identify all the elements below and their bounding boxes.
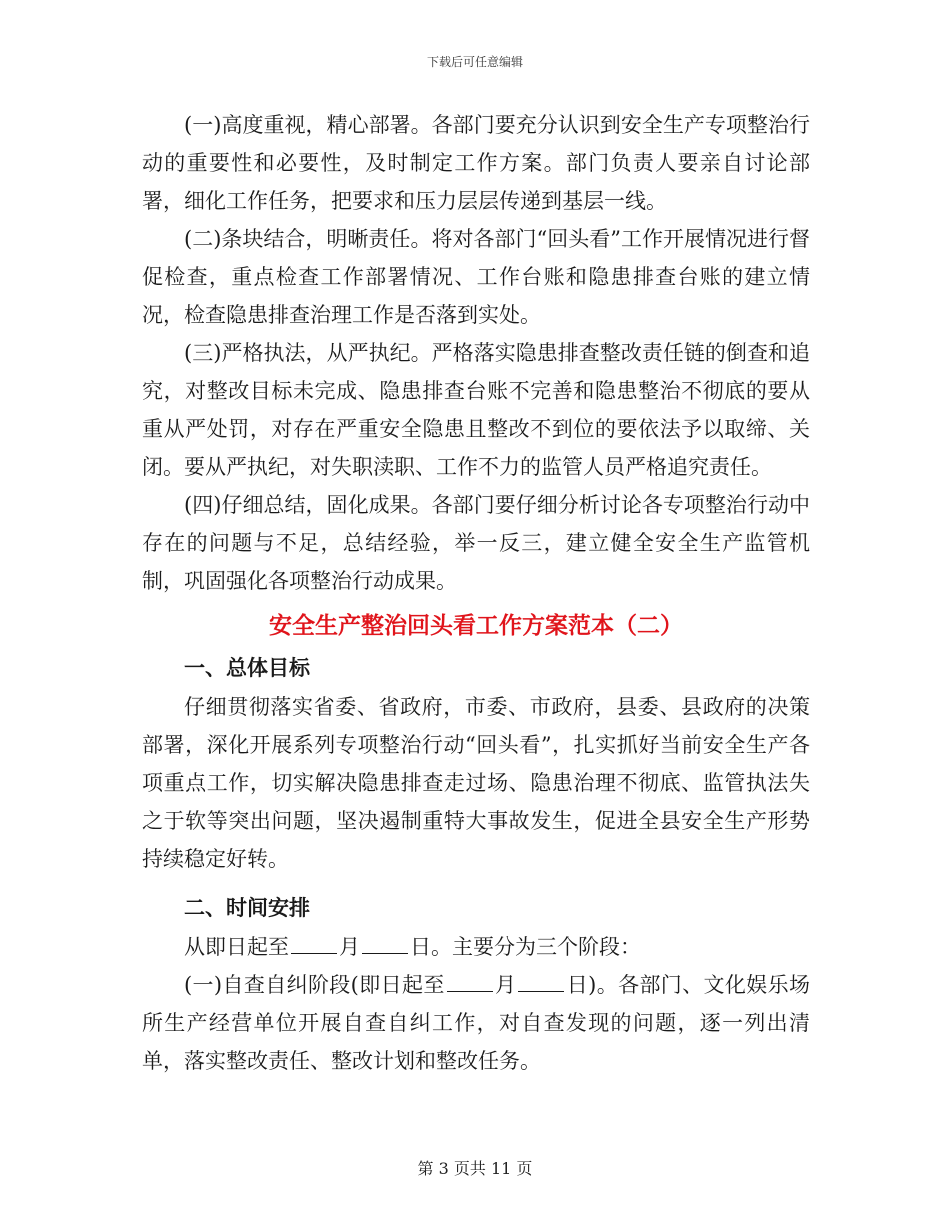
schedule-intro-line xyxy=(142,928,810,966)
schedule-intro-suffix: 日。主要分为三个阶段： xyxy=(410,935,641,959)
stage-1-suffix: 日)。各部门、文化娱乐场所生产经营单位开展自查自纠工作，对自查发现的问题，逐一列出清单，落实整改责任、整改计划和整改任务。 xyxy=(142,973,810,1073)
paragraph-item-3: (三)严格执法，从严执纪。严格落实隐患排查整改责任链的倒查和追究，对整改目标未完成、隐患排查台账不完善和隐患整治不彻底的要从重从严处罚，对存在严重安全隐患且整改不到位的要依法予以取缔、关闭。要从严执纪，对失职渎职、工作不力的监管人员严格追究责任。 xyxy=(142,341,810,479)
section-heading-schedule: 二、时间安排 xyxy=(184,896,310,920)
schedule-intro-prefix: 从即日起至 xyxy=(184,935,289,959)
paragraph-item-4: (四)仔细总结，固化成果。各部门要仔细分析讨论各专项整治行动中存在的问题与不足，总结经验，举一反三，建立健全安全生产监管机制，巩固强化各项整治行动成果。 xyxy=(142,493,810,593)
blank-fill-line xyxy=(518,969,564,992)
document-body xyxy=(142,106,810,1080)
blank-fill-line xyxy=(447,969,493,992)
page-header-note: 下载后可任意编辑 xyxy=(426,55,523,69)
stage-1-prefix: (一)自查自纠阶段(即日起至 xyxy=(184,973,445,997)
paragraph-item-1: (一)高度重视，精心部署。各部门要充分认识到安全生产专项整治行动的重要性和必要性，及时制定工作方案。部门负责人要亲自讨论部署，细化工作任务，把要求和压力层层传递到基层一线。 xyxy=(142,113,810,213)
section-heading-goals: 一、总体目标 xyxy=(184,656,310,680)
schedule-intro-month: 月 xyxy=(339,935,360,959)
document-title: 安全生产整治回头看工作方案范本（二） xyxy=(269,613,683,639)
section-goals-text: 仔细贯彻落实省委、省政府，市委、市政府，县委、县政府的决策部署，深化开展系列专项整治行动“回头看”，扎实抓好当前安全生产各项重点工作，切实解决隐患排查走过场、隐患治理不彻底、监管执法失之于软等突出问题，坚决遏制重特大事故发生，促进全县安全生产形势持续稳定好转。 xyxy=(142,695,810,871)
schedule-stage-1 xyxy=(142,966,810,1080)
paragraph-item-2: (二)条块结合，明晰责任。将对各部门“回头看”工作开展情况进行督促检查，重点检查工作部署情况、工作台账和隐患排查台账的建立情况，检查隐患排查治理工作是否落到实处。 xyxy=(142,227,810,327)
blank-fill-line xyxy=(362,931,408,954)
blank-fill-line xyxy=(291,931,337,954)
stage-1-month: 月 xyxy=(494,973,517,997)
page-footer-number: 第 3 页共 11 页 xyxy=(417,1159,533,1178)
